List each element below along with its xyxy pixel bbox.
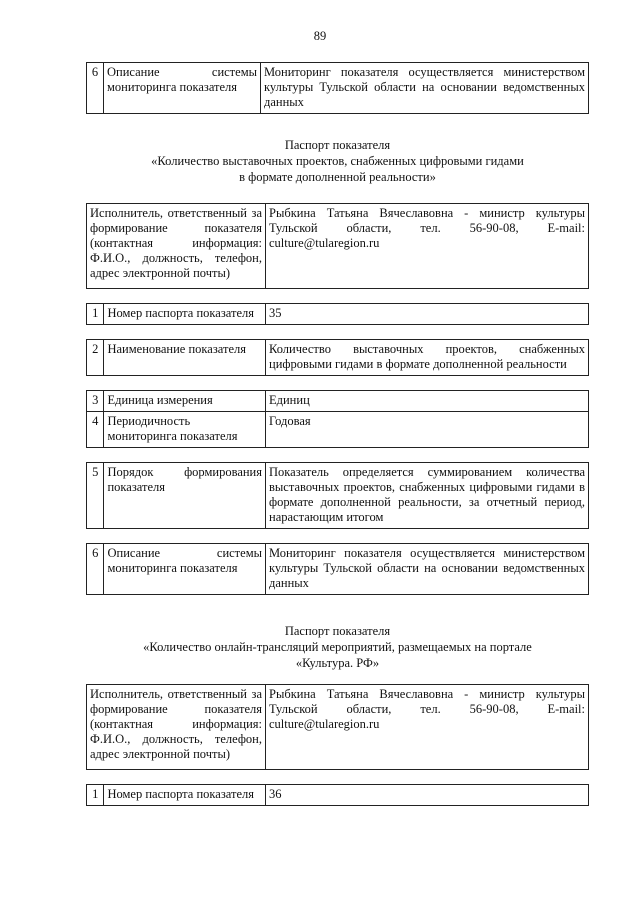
table-row — [87, 63, 589, 114]
executor-value: Рыбкина Татьяна Вячеславовна - министр культуры Тульской области, тел. 56-90-08, E-mail: culture@tularegion.ru — [266, 685, 589, 770]
row-label: Описание системы мониторинга показателя — [104, 63, 261, 114]
heading-label: Паспорт показателя — [284, 624, 391, 638]
passport-heading-36 — [86, 623, 589, 671]
passport-heading-35 — [86, 137, 589, 185]
row-value: Мониторинг показателя осуществляется министерством культуры Тульской области на основании ведомственных данных — [266, 544, 589, 595]
row-number: 1 — [87, 785, 104, 806]
row-label: Номер паспорта показателя — [104, 785, 266, 806]
heading-title-line1: «Количество выставочных проектов, снабженных цифровыми гидами — [151, 154, 524, 168]
row-value: Годовая — [266, 412, 589, 448]
row-number: 1 — [87, 304, 104, 325]
row-label: Единица измерения — [104, 391, 266, 412]
row-value: 35 — [266, 304, 589, 325]
row-label: Порядок формирования показателя — [104, 463, 266, 529]
row-number: 4 — [87, 412, 104, 448]
row-number: 6 — [87, 63, 104, 114]
passport-table-35 — [86, 203, 589, 595]
table-row — [87, 412, 589, 448]
row-value: Мониторинг показателя осуществляется министерством культуры Тульской области на основании ведомственных данных — [261, 63, 589, 114]
heading-label: Паспорт показателя — [284, 138, 391, 152]
row-number: 6 — [87, 544, 104, 595]
page-number: 89 — [313, 29, 327, 43]
row-value: Показатель определяется суммированием количества выставочных проектов, снабженных цифровыми гидами в формате дополненной реальности, за отчетный период, нарастающим итогом — [266, 463, 589, 529]
row-number: 5 — [87, 463, 104, 529]
row-label: Наименование показателя — [104, 340, 266, 376]
row-label: Номер паспорта показателя — [104, 304, 266, 325]
table-row — [87, 391, 589, 412]
row-value: Количество выставочных проектов, снабженных цифровыми гидами в формате дополненной реальности — [266, 340, 589, 376]
table-row — [87, 340, 589, 376]
row-label: Описание системы мониторинга показателя — [104, 544, 266, 595]
executor-label: Исполнитель, ответственный за формирование показателя (контактная информация: Ф.И.О., должность, телефон, адрес электронной почты) — [87, 204, 266, 289]
heading-title-line2: «Культура. РФ» — [295, 656, 380, 670]
executor-row — [87, 685, 589, 770]
table-row — [87, 463, 589, 529]
heading-title-line1: «Количество онлайн-трансляций мероприятий, размещаемых на портале — [143, 640, 532, 654]
passport-table-36 — [86, 684, 589, 806]
row-label: Периодичность мониторинга показателя — [104, 412, 266, 448]
table-row — [87, 544, 589, 595]
passport-table-continuation — [86, 62, 589, 114]
table-row — [87, 785, 589, 806]
executor-label: Исполнитель, ответственный за формирование показателя (контактная информация: Ф.И.О., должность, телефон, адрес электронной почты) — [87, 685, 266, 770]
row-value: 36 — [266, 785, 589, 806]
row-number: 2 — [87, 340, 104, 376]
heading-title-line2: в формате дополненной реальности» — [239, 170, 436, 184]
row-value: Единиц — [266, 391, 589, 412]
executor-row — [87, 204, 589, 289]
executor-value: Рыбкина Татьяна Вячеславовна - министр культуры Тульской области, тел. 56-90-08, E-mail: culture@tularegion.ru — [266, 204, 589, 289]
row-number: 3 — [87, 391, 104, 412]
table-row — [87, 304, 589, 325]
